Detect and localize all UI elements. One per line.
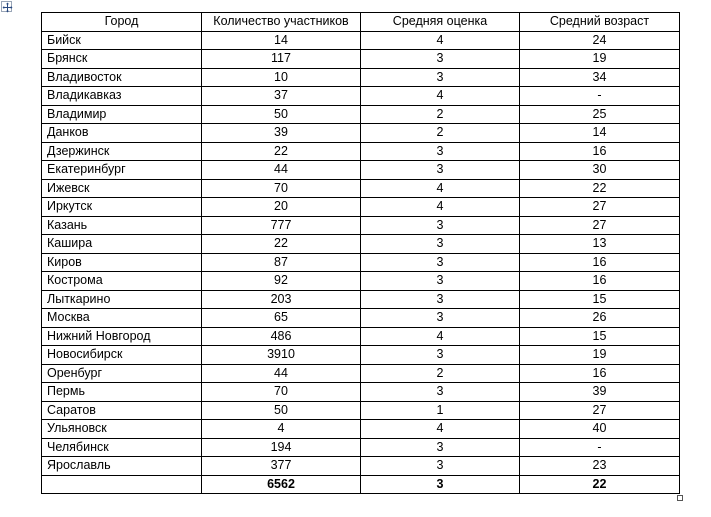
table-resize-handle[interactable]: [677, 495, 683, 501]
average-score-cell[interactable]: 4: [361, 198, 520, 217]
table-row: [42, 383, 680, 402]
participants-cell[interactable]: 22: [202, 142, 361, 161]
average-score-cell[interactable]: 3: [361, 457, 520, 476]
city-cell[interactable]: Владимир: [42, 105, 202, 124]
table-row: [42, 420, 680, 439]
table-row: [42, 142, 680, 161]
participants-cell[interactable]: 65: [202, 309, 361, 328]
participants-cell[interactable]: 87: [202, 253, 361, 272]
table-row: [42, 235, 680, 254]
table-row: [42, 364, 680, 383]
table-row: [42, 272, 680, 291]
table-row: [42, 327, 680, 346]
city-cell[interactable]: Саратов: [42, 401, 202, 420]
city-cell[interactable]: Нижний Новгород: [42, 327, 202, 346]
participants-cell[interactable]: 70: [202, 383, 361, 402]
total-row: [42, 475, 680, 494]
city-cell[interactable]: Данков: [42, 124, 202, 143]
table-body: [42, 31, 680, 475]
total-cell[interactable]: [42, 475, 202, 494]
table-row: [42, 68, 680, 87]
table-row: [42, 124, 680, 143]
table-row: [42, 438, 680, 457]
average-score-cell[interactable]: 3: [361, 438, 520, 457]
total-average-score[interactable]: 3: [361, 475, 520, 494]
participants-cell[interactable]: 70: [202, 179, 361, 198]
table-row: [42, 198, 680, 217]
average-age-cell[interactable]: 24: [520, 31, 680, 50]
city-cell[interactable]: Кострома: [42, 272, 202, 291]
average-age-cell[interactable]: -: [520, 87, 680, 106]
participants-cell[interactable]: 486: [202, 327, 361, 346]
average-score-cell[interactable]: 4: [361, 179, 520, 198]
city-cell[interactable]: Владивосток: [42, 68, 202, 87]
average-score-cell[interactable]: 4: [361, 420, 520, 439]
average-score-cell[interactable]: 2: [361, 364, 520, 383]
participants-table: [41, 12, 680, 494]
average-score-cell[interactable]: 3: [361, 68, 520, 87]
table-row: [42, 401, 680, 420]
total-average-age[interactable]: 22: [520, 475, 680, 494]
average-score-cell[interactable]: 3: [361, 235, 520, 254]
participants-cell[interactable]: 44: [202, 161, 361, 180]
table-row: [42, 31, 680, 50]
participants-cell[interactable]: 4: [202, 420, 361, 439]
total-participants[interactable]: 6562: [202, 475, 361, 494]
participants-cell[interactable]: 20: [202, 198, 361, 217]
average-score-cell[interactable]: 1: [361, 401, 520, 420]
average-score-cell[interactable]: 2: [361, 105, 520, 124]
average-score-cell[interactable]: 3: [361, 272, 520, 291]
average-score-cell[interactable]: 4: [361, 31, 520, 50]
average-age-cell[interactable]: 13: [520, 235, 680, 254]
average-age-cell[interactable]: 15: [520, 327, 680, 346]
city-cell[interactable]: Екатеринбург: [42, 161, 202, 180]
average-age-cell[interactable]: 22: [520, 179, 680, 198]
average-age-cell[interactable]: 15: [520, 290, 680, 309]
city-cell[interactable]: Дзержинск: [42, 142, 202, 161]
participants-cell[interactable]: 92: [202, 272, 361, 291]
average-age-cell[interactable]: -: [520, 438, 680, 457]
average-score-cell[interactable]: 3: [361, 346, 520, 365]
participants-cell[interactable]: 194: [202, 438, 361, 457]
average-age-cell[interactable]: 39: [520, 383, 680, 402]
city-cell[interactable]: Пермь: [42, 383, 202, 402]
city-cell[interactable]: Новосибирск: [42, 346, 202, 365]
average-score-cell[interactable]: 3: [361, 253, 520, 272]
city-cell[interactable]: Лыткарино: [42, 290, 202, 309]
participants-cell[interactable]: 377: [202, 457, 361, 476]
participants-cell[interactable]: 777: [202, 216, 361, 235]
average-score-cell[interactable]: 3: [361, 309, 520, 328]
table-row: [42, 253, 680, 272]
city-cell[interactable]: Казань: [42, 216, 202, 235]
participants-cell[interactable]: 50: [202, 105, 361, 124]
city-cell[interactable]: Кашира: [42, 235, 202, 254]
average-score-cell[interactable]: 3: [361, 50, 520, 69]
average-score-cell[interactable]: 3: [361, 383, 520, 402]
city-cell[interactable]: Ижевск: [42, 179, 202, 198]
table-row: [42, 50, 680, 69]
header-city: Город: [42, 13, 202, 32]
header-participants: Количество участников: [202, 13, 361, 32]
table-row: [42, 87, 680, 106]
city-cell[interactable]: Москва: [42, 309, 202, 328]
average-score-cell[interactable]: 4: [361, 87, 520, 106]
table-row: [42, 346, 680, 365]
participants-cell[interactable]: 37: [202, 87, 361, 106]
average-age-cell[interactable]: 14: [520, 124, 680, 143]
header-average-score: Средняя оценка: [361, 13, 520, 32]
average-score-cell[interactable]: 4: [361, 327, 520, 346]
average-age-cell[interactable]: 30: [520, 161, 680, 180]
average-age-cell[interactable]: 19: [520, 50, 680, 69]
average-age-cell[interactable]: 27: [520, 216, 680, 235]
average-age-cell[interactable]: 19: [520, 346, 680, 365]
average-score-cell[interactable]: 3: [361, 290, 520, 309]
participants-cell[interactable]: 39: [202, 124, 361, 143]
city-cell[interactable]: Ярославль: [42, 457, 202, 476]
table-move-handle-icon[interactable]: [1, 1, 12, 12]
average-age-cell[interactable]: 26: [520, 309, 680, 328]
average-age-cell[interactable]: 16: [520, 364, 680, 383]
city-cell[interactable]: Владикавказ: [42, 87, 202, 106]
average-age-cell[interactable]: 25: [520, 105, 680, 124]
table-row: [42, 105, 680, 124]
table-row: [42, 161, 680, 180]
average-score-cell[interactable]: 3: [361, 161, 520, 180]
participants-cell[interactable]: 14: [202, 31, 361, 50]
city-cell[interactable]: Иркутск: [42, 198, 202, 217]
header-average-age: Средний возраст: [520, 13, 680, 32]
average-age-cell[interactable]: 34: [520, 68, 680, 87]
city-cell[interactable]: Оренбург: [42, 364, 202, 383]
header-row: [42, 13, 680, 32]
participants-cell[interactable]: 203: [202, 290, 361, 309]
participants-cell[interactable]: 22: [202, 235, 361, 254]
city-cell[interactable]: Ульяновск: [42, 420, 202, 439]
average-age-cell[interactable]: 16: [520, 272, 680, 291]
city-cell[interactable]: Брянск: [42, 50, 202, 69]
participants-cell[interactable]: 3910: [202, 346, 361, 365]
city-cell[interactable]: Бийск: [42, 31, 202, 50]
city-cell[interactable]: Челябинск: [42, 438, 202, 457]
average-age-cell[interactable]: 23: [520, 457, 680, 476]
participants-cell[interactable]: 44: [202, 364, 361, 383]
average-score-cell[interactable]: 2: [361, 124, 520, 143]
table-row: [42, 216, 680, 235]
participants-cell[interactable]: 10: [202, 68, 361, 87]
participants-cell[interactable]: 50: [202, 401, 361, 420]
average-age-cell[interactable]: 16: [520, 253, 680, 272]
average-score-cell[interactable]: 3: [361, 142, 520, 161]
average-age-cell[interactable]: 16: [520, 142, 680, 161]
average-age-cell[interactable]: 27: [520, 401, 680, 420]
table-row: [42, 309, 680, 328]
table-row: [42, 179, 680, 198]
average-score-cell[interactable]: 3: [361, 216, 520, 235]
average-age-cell[interactable]: 27: [520, 198, 680, 217]
table-row: [42, 457, 680, 476]
average-age-cell[interactable]: 40: [520, 420, 680, 439]
participants-cell[interactable]: 117: [202, 50, 361, 69]
city-cell[interactable]: Киров: [42, 253, 202, 272]
table-row: [42, 290, 680, 309]
